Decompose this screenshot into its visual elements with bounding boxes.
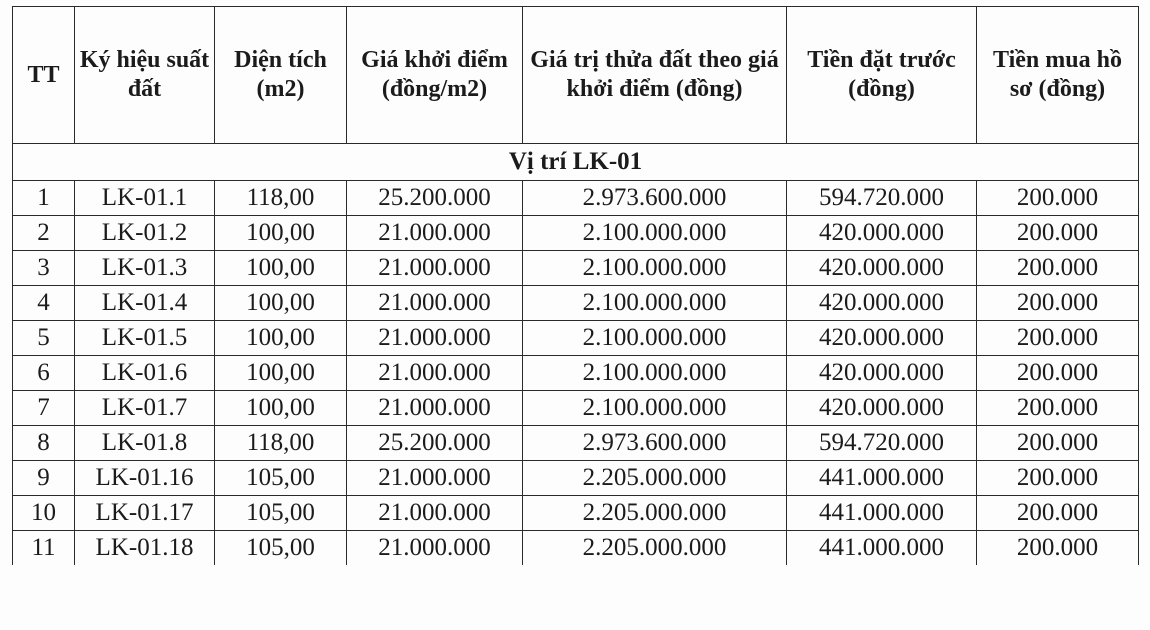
cell-gia-khoi-diem: 21.000.000: [347, 461, 523, 496]
cell-tien-dat-truoc: 420.000.000: [787, 286, 977, 321]
cell-tt: 10: [13, 496, 75, 531]
header-tien-mua-ho-so: Tiền mua hồ sơ (đồng): [977, 7, 1139, 144]
cell-tien-mua-ho-so: 200.000: [977, 496, 1139, 531]
table-row: [13, 216, 1139, 251]
cell-dien-tich: 100,00: [215, 216, 347, 251]
cell-tt: 7: [13, 391, 75, 426]
cell-tien-mua-ho-so: 200.000: [977, 426, 1139, 461]
cell-tien-mua-ho-so: 200.000: [977, 461, 1139, 496]
cell-gia-khoi-diem: 21.000.000: [347, 321, 523, 356]
cell-tt: 2: [13, 216, 75, 251]
table-row: [13, 461, 1139, 496]
table-row: [13, 251, 1139, 286]
cell-tien-dat-truoc: 441.000.000: [787, 496, 977, 531]
cell-ky-hieu: LK-01.17: [75, 496, 215, 531]
cell-gia-tri: 2.205.000.000: [523, 461, 787, 496]
cell-ky-hieu: LK-01.3: [75, 251, 215, 286]
cell-gia-khoi-diem: 21.000.000: [347, 251, 523, 286]
cell-dien-tich: 100,00: [215, 286, 347, 321]
cell-ky-hieu: LK-01.6: [75, 356, 215, 391]
section-row: [13, 144, 1139, 181]
cell-tien-dat-truoc: 420.000.000: [787, 216, 977, 251]
cell-tt: 11: [13, 531, 75, 566]
cell-dien-tich: 105,00: [215, 461, 347, 496]
cell-dien-tich: 100,00: [215, 321, 347, 356]
header-gia-khoi-diem: Giá khởi điểm (đồng/m2): [347, 7, 523, 144]
cell-tt: 6: [13, 356, 75, 391]
table-row: [13, 426, 1139, 461]
header-dien-tich: Diện tích (m2): [215, 7, 347, 144]
section-title: Vị trí LK-01: [13, 144, 1139, 181]
cell-gia-tri: 2.100.000.000: [523, 391, 787, 426]
table-row: [13, 321, 1139, 356]
land-auction-table: [12, 6, 1139, 565]
cell-tien-dat-truoc: 441.000.000: [787, 461, 977, 496]
cell-tien-dat-truoc: 594.720.000: [787, 181, 977, 216]
header-tt: TT: [13, 7, 75, 144]
cell-tt: 1: [13, 181, 75, 216]
cell-dien-tich: 100,00: [215, 251, 347, 286]
cell-gia-khoi-diem: 21.000.000: [347, 356, 523, 391]
table-row: [13, 391, 1139, 426]
table-row: [13, 286, 1139, 321]
cell-tien-dat-truoc: 420.000.000: [787, 391, 977, 426]
cell-dien-tich: 118,00: [215, 426, 347, 461]
cell-dien-tich: 105,00: [215, 531, 347, 566]
cell-ky-hieu: LK-01.1: [75, 181, 215, 216]
cell-gia-tri: 2.100.000.000: [523, 216, 787, 251]
cell-tien-mua-ho-so: 200.000: [977, 216, 1139, 251]
header-tien-dat-truoc: Tiền đặt trước (đồng): [787, 7, 977, 144]
cell-ky-hieu: LK-01.8: [75, 426, 215, 461]
cell-gia-tri: 2.100.000.000: [523, 286, 787, 321]
cell-gia-khoi-diem: 21.000.000: [347, 531, 523, 566]
cell-ky-hieu: LK-01.4: [75, 286, 215, 321]
cell-tien-dat-truoc: 420.000.000: [787, 251, 977, 286]
cell-dien-tich: 100,00: [215, 356, 347, 391]
cell-gia-khoi-diem: 25.200.000: [347, 426, 523, 461]
cell-dien-tich: 105,00: [215, 496, 347, 531]
table-row: [13, 496, 1139, 531]
cell-gia-tri: 2.973.600.000: [523, 426, 787, 461]
cell-gia-tri: 2.205.000.000: [523, 496, 787, 531]
cell-ky-hieu: LK-01.2: [75, 216, 215, 251]
cell-gia-khoi-diem: 21.000.000: [347, 216, 523, 251]
cell-tien-dat-truoc: 420.000.000: [787, 356, 977, 391]
table-row: [13, 356, 1139, 391]
cell-gia-tri: 2.100.000.000: [523, 321, 787, 356]
cell-gia-khoi-diem: 25.200.000: [347, 181, 523, 216]
table-row: [13, 181, 1139, 216]
cell-ky-hieu: LK-01.18: [75, 531, 215, 566]
cell-ky-hieu: LK-01.7: [75, 391, 215, 426]
cell-tt: 3: [13, 251, 75, 286]
cell-gia-khoi-diem: 21.000.000: [347, 286, 523, 321]
cell-tt: 5: [13, 321, 75, 356]
cell-ky-hieu: LK-01.5: [75, 321, 215, 356]
cell-dien-tich: 118,00: [215, 181, 347, 216]
cell-ky-hieu: LK-01.16: [75, 461, 215, 496]
cell-gia-tri: 2.100.000.000: [523, 251, 787, 286]
cell-tien-mua-ho-so: 200.000: [977, 286, 1139, 321]
header-gia-tri-thua-dat: Giá trị thửa đất theo giá khởi điểm (đồng): [523, 7, 787, 144]
cell-tien-mua-ho-so: 200.000: [977, 391, 1139, 426]
cell-gia-khoi-diem: 21.000.000: [347, 496, 523, 531]
cell-tien-mua-ho-so: 200.000: [977, 321, 1139, 356]
header-row: [13, 7, 1139, 144]
cell-tien-mua-ho-so: 200.000: [977, 356, 1139, 391]
cell-tt: 9: [13, 461, 75, 496]
cell-gia-tri: 2.100.000.000: [523, 356, 787, 391]
cell-tien-dat-truoc: 420.000.000: [787, 321, 977, 356]
cell-tt: 4: [13, 286, 75, 321]
cell-dien-tich: 100,00: [215, 391, 347, 426]
table-row: [13, 531, 1139, 566]
cell-tien-dat-truoc: 441.000.000: [787, 531, 977, 566]
cell-tt: 8: [13, 426, 75, 461]
cell-tien-mua-ho-so: 200.000: [977, 531, 1139, 566]
cell-tien-mua-ho-so: 200.000: [977, 181, 1139, 216]
cell-gia-tri: 2.973.600.000: [523, 181, 787, 216]
cell-tien-dat-truoc: 594.720.000: [787, 426, 977, 461]
header-ky-hieu: Ký hiệu suất đất: [75, 7, 215, 144]
cell-tien-mua-ho-so: 200.000: [977, 251, 1139, 286]
cell-gia-khoi-diem: 21.000.000: [347, 391, 523, 426]
cell-gia-tri: 2.205.000.000: [523, 531, 787, 566]
